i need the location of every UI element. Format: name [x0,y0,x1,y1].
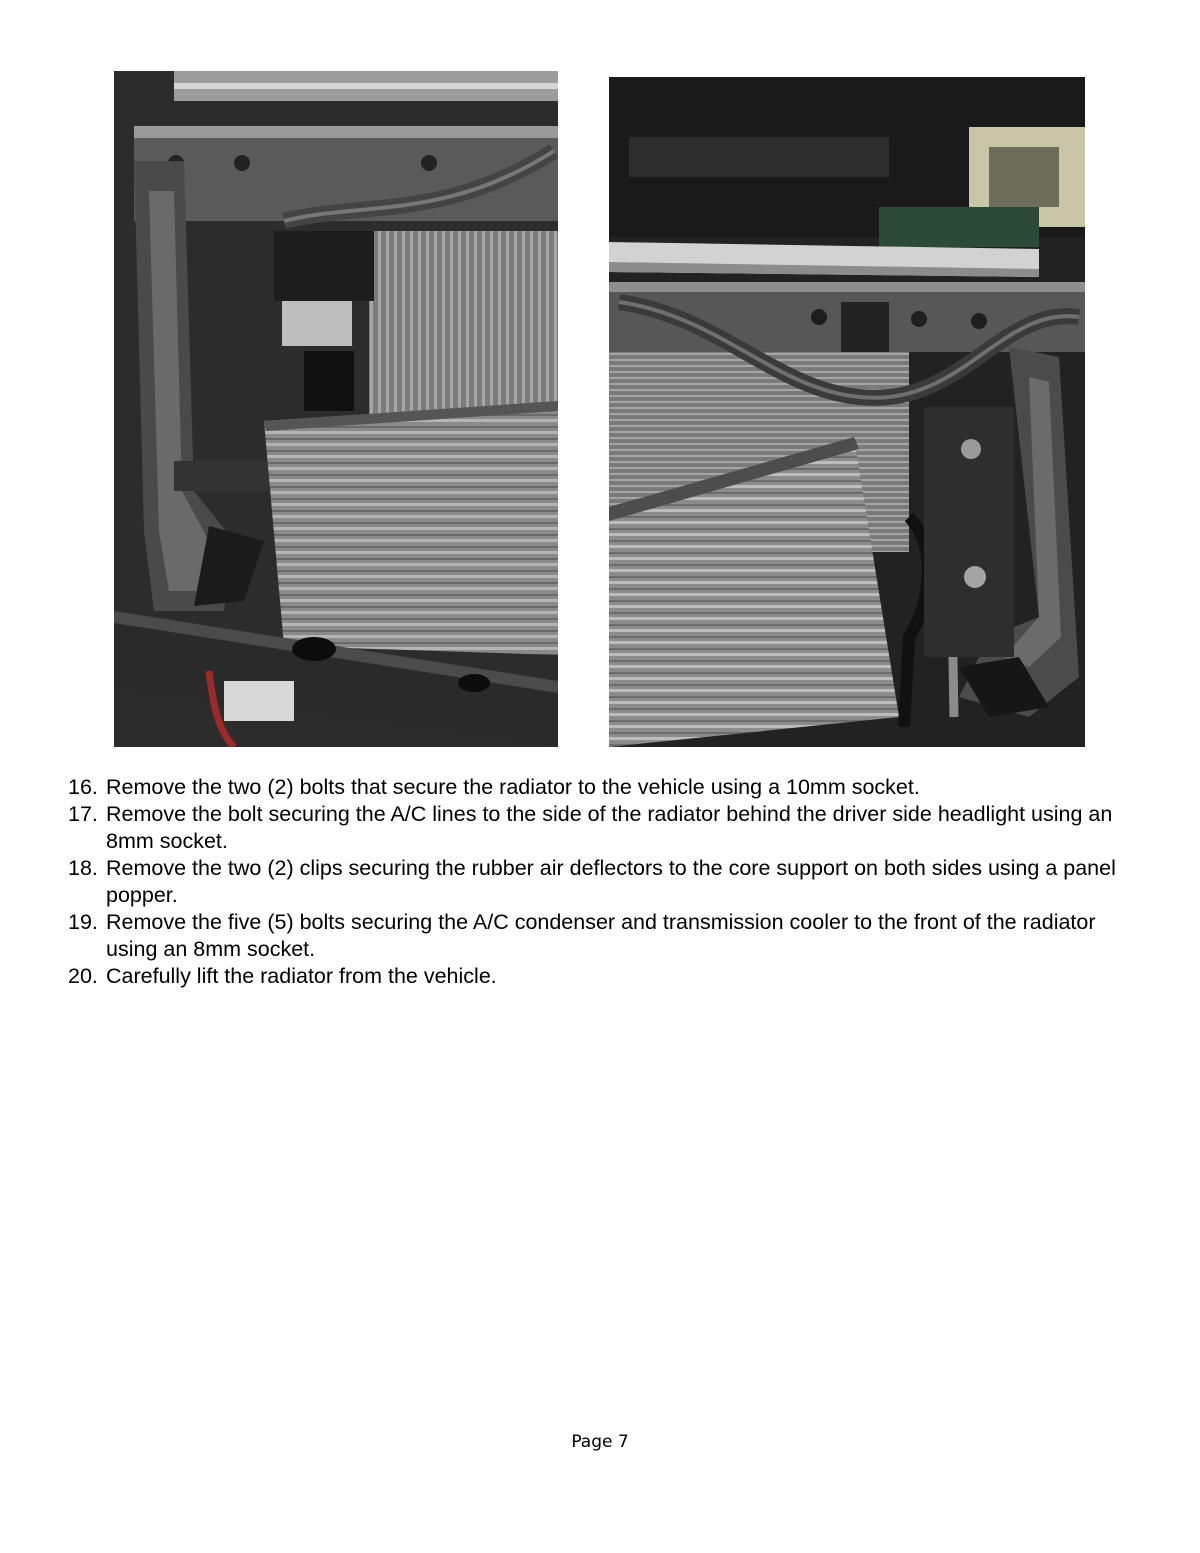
step-number: 20. [68,964,98,988]
step-text: Carefully lift the radiator from the vehicle. [106,964,497,988]
step-item [68,774,1148,801]
step-number: 16. [68,775,98,799]
radiator-photo-driver-side [114,71,558,747]
step-item [68,801,1148,855]
step-text: Remove the bolt securing the A/C lines to the side of the radiator behind the driver side headlight using an 8mm socket. [106,802,1113,853]
page-number: Page 7 [571,1432,629,1452]
step-item [68,909,1148,963]
step-number: 19. [68,910,98,934]
instruction-steps [68,774,1148,990]
step-item [68,963,1148,990]
step-text: Remove the two (2) bolts that secure the radiator to the vehicle using a 10mm socket. [106,775,920,799]
step-text: Remove the five (5) bolts securing the A/C condenser and transmission cooler to the front of the radiator using an 8mm socket. [106,910,1096,961]
radiator-photo-driver-side-drawing [114,71,558,747]
step-item [68,855,1148,909]
radiator-photo-passenger-side-drawing [609,77,1085,747]
step-number: 17. [68,802,98,826]
step-text: Remove the two (2) clips securing the rubber air deflectors to the core support on both sides using a panel popper. [106,856,1116,907]
radiator-photo-passenger-side [609,77,1085,747]
step-number: 18. [68,856,98,880]
